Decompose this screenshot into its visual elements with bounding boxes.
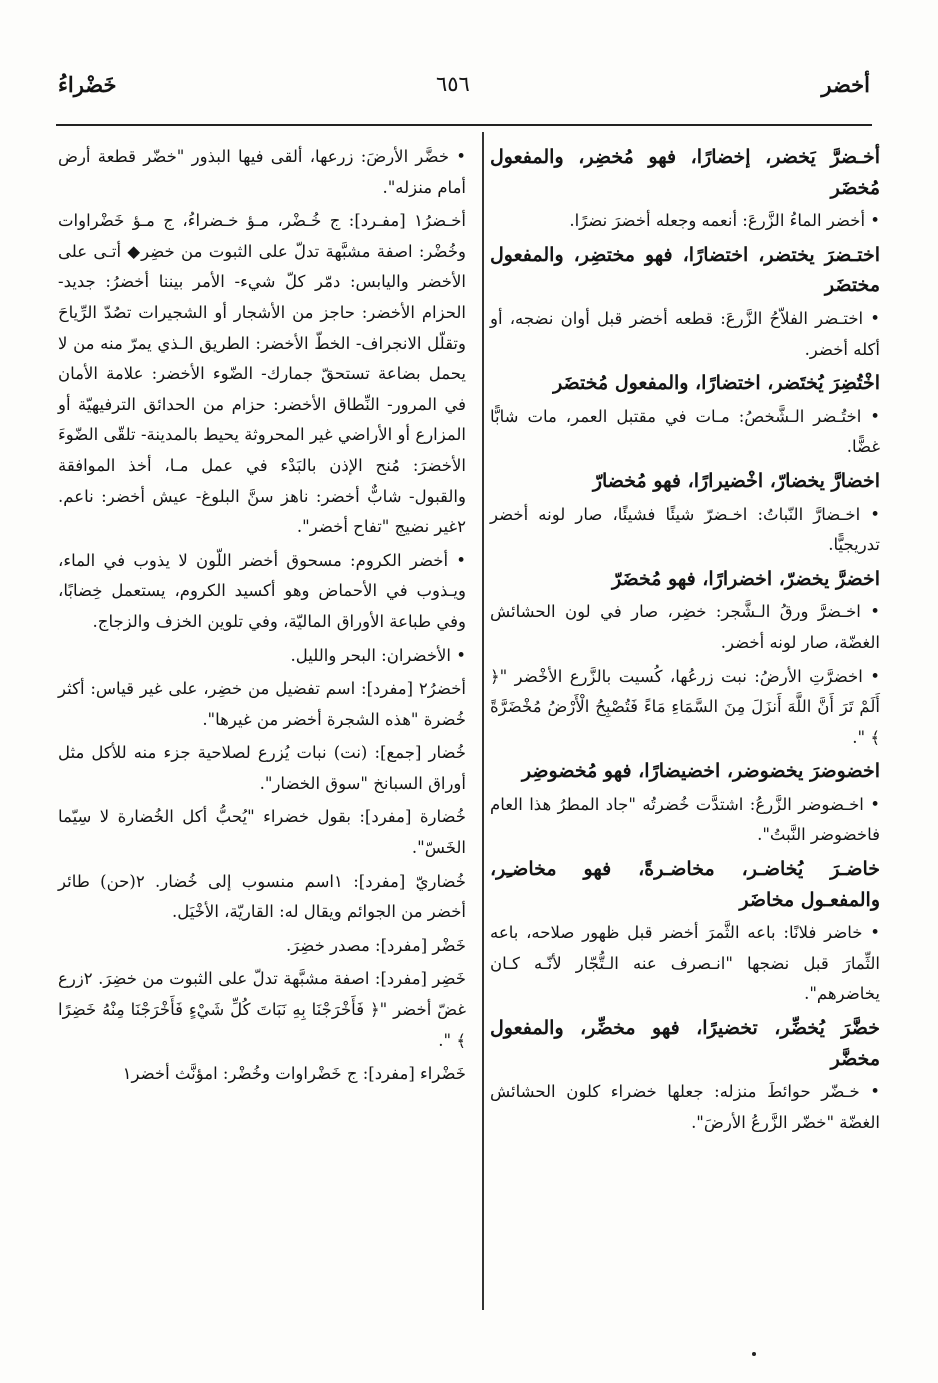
entry-sense: • اخـضرَّ ورقُ الـشَّجر: خضِر، صار في لون الحشائش الغضّة، صار لونه أخضر. (490, 602, 880, 652)
entry-sense: • اخـضارَّ النّباتُ: اخـضرّ شيئًا فشيئًا، صار لونه أخضر تدريجيًّا. (490, 504, 880, 555)
entry-definition: خَضْراء [مفرد]: ج خَضْراوات وخُضْر: امؤنَّث أخضر١ (122, 1064, 466, 1084)
entry-sense: • أخضر الكروم: مسحوق أخضر اللّون لا يذوب في الماء، ويـذوب في الأحماض وهو أكسيد الكروم، يستعمل خِضابًا، وفي طباعة الأوراق الماليّة، وفي تلوين الخزف والزجاج. (58, 550, 466, 631)
header-left-guide-word: خَضْراءُ (58, 72, 117, 97)
entry-sense: • خاضر فلانًا: باعه الثَّمرَ أخضر قبل ظهور صلاحه، باعه الثِّمارَ قبل نضجها "انـصرف عنه الـتُّجّار لأنّـه كـان يخاضرهم". (490, 923, 880, 1004)
entry-headword: اخضرَّ يخضرّ، اخضرارًا، فهو مُخضَرّ (612, 567, 880, 590)
entry-definition: أخضرُ٢ [مفرد]: اسم تفضيل من خضِر، على غير قياس: أكثر خُضرة "هذه الشجرة أخضر من غيرها". (58, 679, 466, 729)
header-divider (56, 124, 872, 126)
column-divider (482, 132, 484, 1310)
entry-sense: • أخضر الماءُ الزَّرعَ: أنعمه وجعله أخضرَ نضرًا. (569, 211, 880, 231)
entry-definition: خَضْر [مفرد]: مصدر خضِرَ. (285, 935, 466, 955)
entry-headword: اخضارَّ يخضارّ، اخْضيرارًا، فهو مُخضارّ (592, 469, 880, 492)
entry-headword: اخْتُضِرَ يُختَضر، اختضارًا، والمفعول مُختضَر (553, 372, 880, 395)
entry-definition: أخـضرُ١ [مفـرد]: ج خُـضْر، مـؤ خـضراءُ، ج مـؤ خَضْراوات وخُضْر: اصفة مشبَّهة تدلّ على الثبوت من خضِر◆ أتـى على الأخضر واليابس: دمّر كلّ شيء- الأمر بيننا أخضرُ: جديد- الحزام الأخضر: حاجز من الأشجار أو الشجيرات تصُدّ الرِّياحَ وتقلّل الانجراف- الخطّ الأخضر: الطريق الـذي يمرّ منه من لا يحمل بضاعة تستحقّ جمارك- الضّوء الأخضر: علامة الأمان في المرور- النِّطاق الأخضر: حزام من الحدائق الترفيهيّة أو المزارع أو الأراضي غير المحروثة يحيط بالمدينة- تلقّى الضّوءَ الأخضرَ: مُنح الإذن بالبَدْء في عمل مـا، أخذ الموافقة والقبول- شابٌّ أخضر: ناهز سنَّ البلوغ- عيش أخضر: ناعم. ٢غير نضيج "تفاح أخضر". (58, 211, 466, 537)
entry-sense: • اخـضوضر الزَّرعُ: اشتدَّت خُضرتُه "جاد المطرُ هذا العام فاخضوضر النَّبتُ". (490, 794, 880, 845)
entry-definition: خَضِر [مفرد]: اصفة مشبَّهة تدلّ على الثبوت من خضِرَ. ٢زرع غضّ أخضر "﴿ فَأَخْرَجْنَا بِهِ نَبَاتَ كُلِّ شَيْءٍ فَأَخْرَجْنَا مِنْهُ خَضِرًا ﴾ ". (58, 969, 466, 1050)
entry-definition: خُضارة [مفرد]: بقول خضراء "يُحبُّ أكل الخُضارة لا سِيّما الخَسّ". (58, 807, 466, 858)
entry-sense: • اختُـضر الـشَّخصُ: مـات في مقتبل العمر، مات شابًّا غضًّا. (490, 406, 880, 457)
entry-sense: • خضَّر الأرضَ: زرعها، ألقى فيها البذور "خضّر قطعة أرض أمام منزله". (58, 147, 466, 197)
entry-headword: أخـضرَّ يَخضر، إخضارًا، فهو مُخضِر، والمفعول مُخضَر (490, 146, 880, 199)
page-header (58, 72, 870, 112)
entry-headword: اختـضرَ يختضر، اختضارًا، فهو مختضِر، والمفعول مختضَر (490, 243, 880, 297)
page-number: ٦٥٦ (436, 72, 470, 96)
entry-sense: • خـضّر حوائطَ منزله: جعلها خضراء كلون الحشائش الغضّة "خضّر الزَّرعُ الأرضَ". (490, 1082, 880, 1132)
header-right-guide-word: أخضر (821, 72, 870, 97)
left-column (58, 142, 466, 1093)
entry-headword: اخضوضرَ يخضوضر، اخضيضارًا، فهو مُخضوضِر (521, 760, 880, 783)
entry-headword: خاضـرَ يُخاضـر، مخاضـرةً، فهو مخاضـِر، والمفعـول مخاضَر (490, 858, 880, 911)
scan-speck (752, 1352, 756, 1356)
right-column (490, 142, 880, 1141)
entry-sense: • الأخضران: البحر والليل. (290, 645, 466, 665)
entry-sense: • اخضرَّتِ الأرضُ: نبت زرعُها، كُسيت بالزَّرع الأخْضر "﴿ أَلَمْ تَرَ أَنَّ اللَّهَ أَنزَلَ مِنَ السَّمَاءِ مَاءً فَتُصْبِحُ الْأَرْضُ مُخْضَرَّةً ﴾ ". (490, 666, 880, 747)
entry-headword: خضَّرَ يُخضِّر، تخضيرًا، فهو مخضِّر، والمفعول مخضَّر (490, 1017, 880, 1070)
entry-definition: خُضاريّ [مفرد]: ١اسم منسوب إلى خُضار. ٢(حن) طائر أخضر من الجوائم ويقال له: القاريّة، الأخْيَل. (58, 871, 466, 922)
entry-definition: خُضار [جمع]: (نت) نبات يُزرع لصلاحية جزء منه للأكل مثل أوراق السبانخ "سوق الخضار". (58, 743, 466, 793)
entry-sense: • اختـضر الفلاّحُ الزَّرعَ: قطعه أخضر قبل أوان نضجه، أو أكله أخضر. (490, 308, 880, 359)
